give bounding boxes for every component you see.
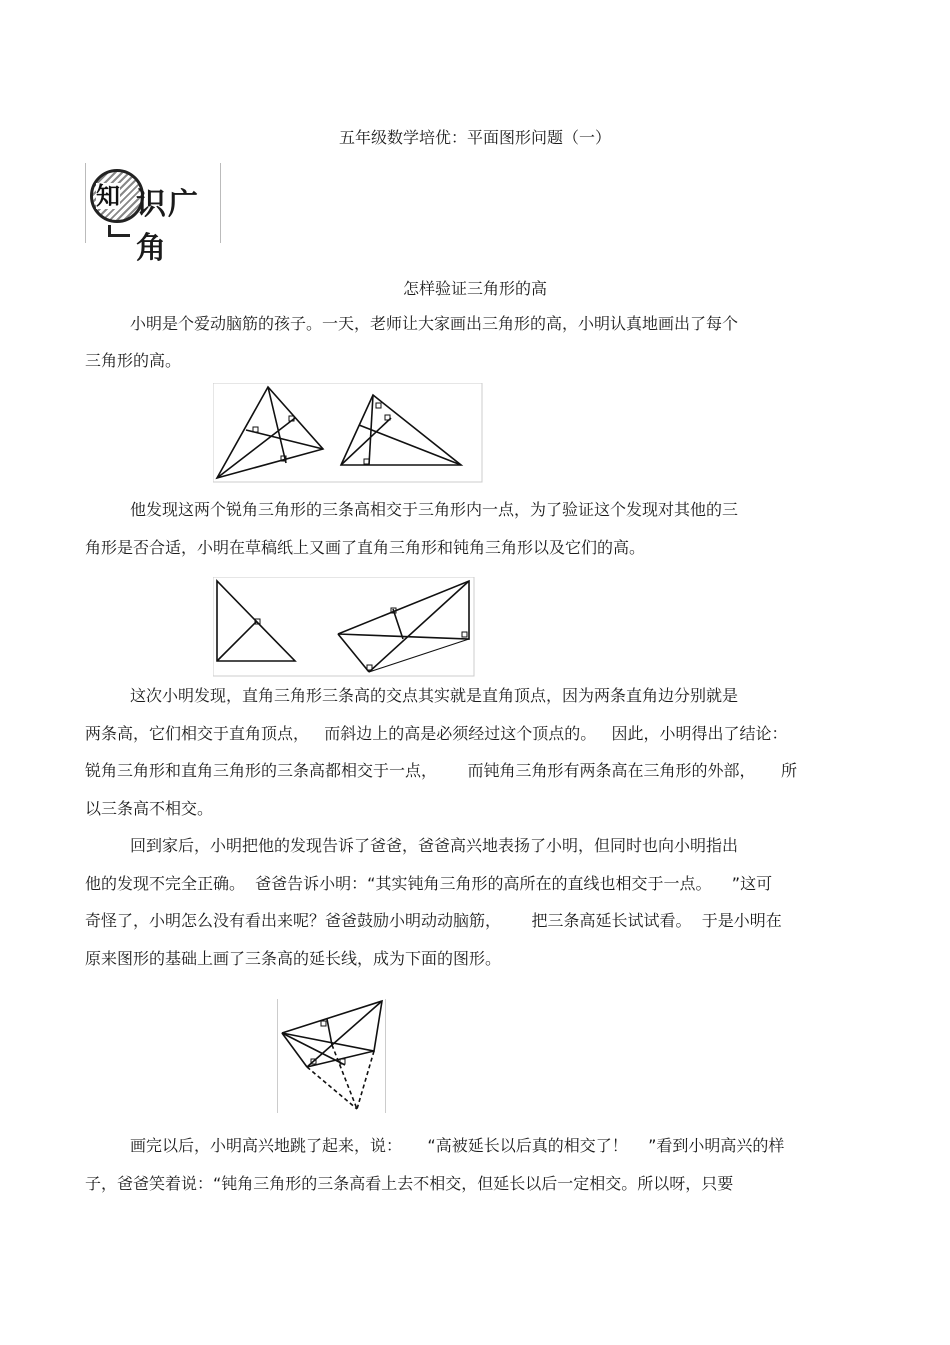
badge-first-char: 知 <box>96 182 120 210</box>
figure-right-and-obtuse-triangles <box>213 577 475 677</box>
p5-line-2: 子，爸爸笑着说：“钝角三角形的三条高看上去不相交，但延长以后一定相交。所以呀，只要 <box>85 1174 734 1193</box>
p2-line-2: 角形是否合适，小明在草稿纸上又画了直角三角形和钝角三角形以及它们的高。 <box>85 538 646 557</box>
p3-line-2: 两条高，它们相交于直角顶点， 而斜边上的高是必须经过这个顶点的。 因此，小明得出了结论： <box>85 724 788 743</box>
knowledge-badge <box>85 163 221 266</box>
p1-line-1: 小明是个爱动脑筋的孩子。一天，老师让大家画出三角形的高，小明认真地画出了每个 <box>130 314 739 333</box>
badge-text: 识广角 <box>136 187 200 266</box>
p1-line-2: 三角形的高。 <box>85 351 182 370</box>
p3-line-4: 以三条高不相交。 <box>85 799 214 818</box>
p2-line-1: 他发现这两个锐角三角形的三条高相交于三角形内一点，为了验证这个发现对其他的三 <box>130 500 739 519</box>
p5-line-1: 画完以后，小明高兴地跳了起来，说： “高被延长以后真的相交了！ ”看到小明高兴的样 <box>130 1136 785 1155</box>
p3-line-3: 锐角三角形和直角三角形的三条高都相交于一点， 而钝角三角形有两条高在三角形的外部， 所 <box>85 761 797 780</box>
section-title: 怎样验证三角形的高 <box>402 279 547 298</box>
p4-line-2: 他的发现不完全正确。 爸爸告诉小明：“其实钝角三角形的高所在的直线也相交于一点。 ”这可 <box>85 874 773 893</box>
p4-line-3: 奇怪了，小明怎么没有看出来呢？爸爸鼓励小明动动脑筋， 把三条高延长试试看。 于是小明在 <box>85 911 782 930</box>
globe-stand-icon <box>108 225 130 237</box>
figure-extended-altitudes <box>277 999 387 1114</box>
p4-line-4: 原来图形的基础上画了三条高的延长线，成为下面的图形。 <box>85 949 502 968</box>
page-title: 五年级数学培优：平面图形问题（一） <box>338 128 611 147</box>
p4-line-1: 回到家后，小明把他的发现告诉了爸爸，爸爸高兴地表扬了小明，但同时也向小明指出 <box>130 836 739 855</box>
figure-acute-triangles <box>213 383 483 483</box>
p3-line-1: 这次小明发现，直角三角形三条高的交点其实就是直角顶点，因为两条直角边分别就是 <box>130 686 739 705</box>
